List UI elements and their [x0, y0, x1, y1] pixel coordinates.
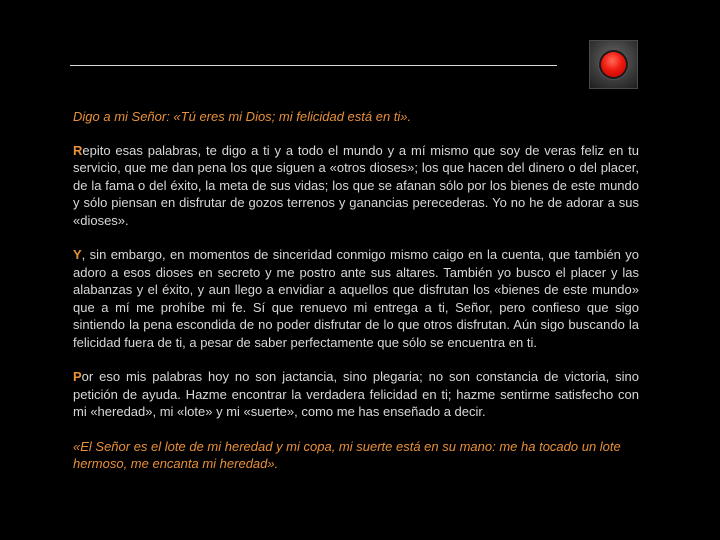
paragraph-repito-text: epito esas palabras, te digo a ti y a todo el mundo y a mí mismo que soy de veras feliz en tu servicio, que me dan pena los que siguen a «otros dioses»; los que hacen del dinero o del placer, de la fama o del éxito, la meta de sus vidas; los que se afanan sólo por los bienes de este mundo y sólo piensan en disfrutar de gozos terrenos y ganancias perecederas. Yo no he de adorar a sus «dioses».	[73, 142, 639, 228]
opening-verse	[73, 108, 639, 126]
closing-verse	[73, 438, 639, 473]
closing-verse-text: «El Señor es el lote de mi heredad y mi copa, mi suerte está en su mano: me ha tocado un lote hermoso, me encanta mi heredad».	[73, 438, 621, 471]
paragraph-por-eso-text: or eso mis palabras hoy no son jactancia, sino plegaria; no son constancia de victoria, sino petición de ayuda. Hazme encontrar la verdadera felicidad en ti; hazme sentirme satisfecho con mi «heredad», mi «lote» y mi «suerte», como me has enseñado a decir.	[73, 369, 639, 419]
drop-initial-r: R	[73, 142, 83, 158]
drop-initial-y: Y	[73, 247, 82, 262]
record-button-icon[interactable]	[589, 40, 638, 89]
paragraph-repito	[73, 142, 639, 230]
paragraph-sin-embargo	[73, 246, 639, 351]
slide-text-body	[73, 108, 639, 490]
record-red-dot	[601, 52, 626, 77]
paragraph-por-eso	[73, 368, 639, 421]
title-divider-line	[70, 65, 557, 66]
paragraph-sin-embargo-text: , sin embargo, en momentos de sinceridad conmigo mismo caigo en la cuenta, que también yo adoro a esos dioses en secreto y me postro ante sus altares. También yo busco el placer y las alabanzas y el éxito, y aun llego a envidiar a aquellos que disfrutan los «bienes de este mundo» que a mí me prohíbe mi fe. Sí que renuevo mi entrega a ti, Señor, pero confieso que sigo sintiendo la pena escondida de no poder disfrutar de lo que otros disfrutan. Aún sigo buscando la felicidad fuera de ti, a pesar de saber perfectamente que sólo se encuentra en ti.	[73, 247, 639, 350]
drop-initial-p: P	[73, 369, 82, 384]
opening-verse-text: Digo a mi Señor: «Tú eres mi Dios; mi felicidad está en ti».	[73, 109, 412, 124]
